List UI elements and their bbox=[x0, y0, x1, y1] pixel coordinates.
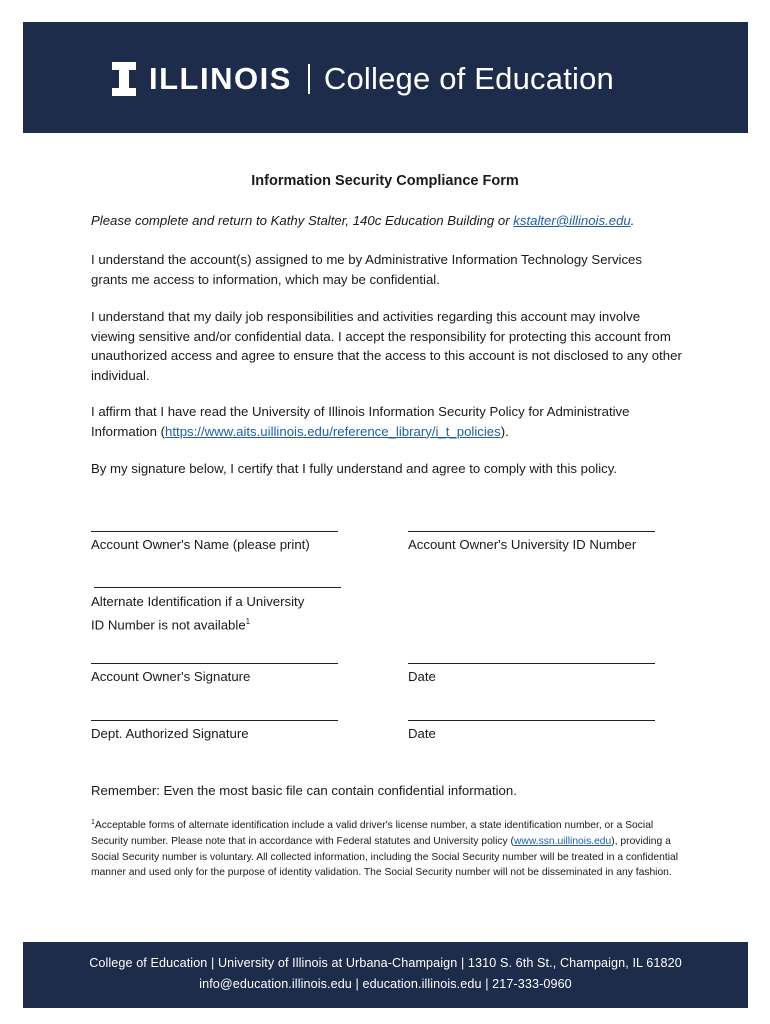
uin-field-line[interactable] bbox=[408, 531, 655, 532]
footnote-reference: 1 bbox=[245, 616, 251, 626]
paragraph-responsibility: I understand that my daily job responsibilities and activities regarding this account may involve viewing sensitive and/or confidential data. I accept the responsibility for protecting this account from unauthorized access and agree to ensure that the access to this account is not disclosed to any other individual. bbox=[91, 309, 682, 383]
alt-id-label-line1: Alternate Identification if a University bbox=[91, 594, 305, 609]
reminder-text: Remember: Even the most basic file can contain confidential information. bbox=[91, 783, 517, 798]
policy-text-prefix: I affirm that I have read the University of Illinois Information Security Policy for Administrative Information ( bbox=[91, 404, 630, 439]
alt-id-label-line2: ID Number is not available bbox=[91, 616, 246, 632]
instruction-prefix: Please complete and return to Kathy Stalter, 140c Education Building or bbox=[91, 213, 514, 228]
uin-label: Account Owner's University ID Number bbox=[408, 537, 637, 552]
college-logo bbox=[112, 59, 614, 99]
footnote-text-a: Acceptable forms of alternate identification include a valid driver's license number, a state identification number, or a Social Security number. Please note that in accordance with Federal statutes and University policy ( bbox=[91, 820, 654, 847]
alt-id-label bbox=[91, 592, 304, 634]
dept-signature-label: Dept. Authorized Signature bbox=[91, 726, 249, 741]
logo-divider bbox=[308, 64, 310, 94]
contact-email-link[interactable]: kstalter@illinois.edu bbox=[513, 213, 631, 228]
block-i-logo-icon bbox=[112, 62, 136, 96]
footer-address: College of Education | University of Illinois at Urbana-Champaign | 1310 S. 6th St., Champaign, IL 61820 bbox=[89, 956, 682, 970]
name-field-line[interactable] bbox=[91, 531, 338, 532]
instruction-suffix: . bbox=[630, 213, 635, 228]
header-banner bbox=[23, 22, 748, 133]
paragraph-certify: By my signature below, I certify that I fully understand and agree to comply with this policy. bbox=[91, 461, 618, 476]
college-name: College of Education bbox=[323, 61, 614, 96]
name-label: Account Owner's Name (please print) bbox=[91, 537, 310, 552]
paragraph-access: I understand the account(s) assigned to me by Administrative Information Technology Services grants me access to information, which may be confidential. bbox=[91, 252, 642, 287]
date-line-2[interactable] bbox=[408, 720, 655, 721]
dept-signature-line[interactable] bbox=[91, 720, 338, 721]
ssn-link[interactable]: www.ssn.uillinois.edu bbox=[513, 835, 612, 847]
date-label-1: Date bbox=[408, 669, 436, 684]
instruction-text bbox=[91, 211, 691, 231]
owner-signature-label: Account Owner's Signature bbox=[91, 669, 251, 684]
footer-banner bbox=[23, 942, 748, 1008]
form-title: Information Security Compliance Form bbox=[251, 173, 519, 189]
alt-id-field-line[interactable] bbox=[94, 587, 341, 588]
policy-link[interactable]: https://www.aits.uillinois.edu/reference_library/i_t_policies bbox=[165, 423, 501, 439]
footnote-text-b: ), providing a Social Security number is voluntary. All collected information, including the Social Security number will be treated in a confidential manner and used only for the purpose of identity validation. The Social Security number will not be disseminated in any fashion. bbox=[91, 835, 679, 879]
footnote-mark: 1 bbox=[91, 819, 95, 826]
date-line-1[interactable] bbox=[408, 663, 655, 664]
footer-contact: info@education.illinois.edu | education.illinois.edu | 217-333-0960 bbox=[199, 977, 572, 991]
brand-wordmark: ILLINOIS bbox=[149, 61, 292, 96]
footnote bbox=[91, 818, 691, 881]
policy-text-suffix: ). bbox=[500, 423, 509, 439]
date-label-2: Date bbox=[408, 726, 436, 741]
owner-signature-line[interactable] bbox=[91, 663, 338, 664]
paragraph-policy bbox=[91, 402, 681, 441]
